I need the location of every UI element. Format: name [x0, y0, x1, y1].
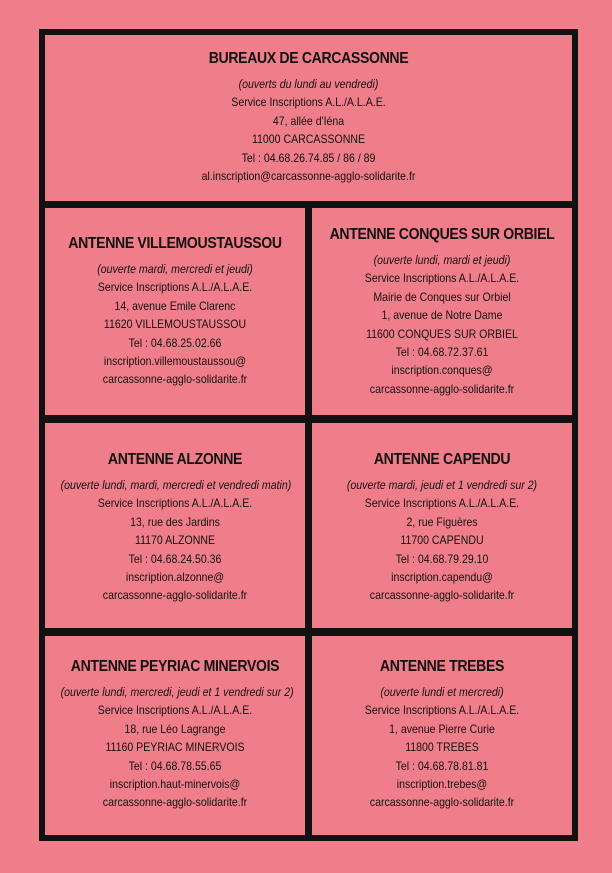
office-detail-line: Tel : 04.68.72.37.61 [395, 345, 489, 360]
office-detail-line: inscription.villemoustaussou@ [103, 354, 247, 369]
office-detail-line: inscription.conques@ [391, 363, 493, 378]
office-detail-line: al.inscription@carcassonne-agglo-solidarite.fr [201, 169, 416, 184]
office-detail-line: 13, rue des Jardins [130, 514, 220, 529]
office-hours: (ouverte lundi, mardi, mercredi et vendredi matin) [60, 478, 292, 492]
office-detail-line: inscription.capendu@ [391, 570, 493, 585]
office-detail-line: Service Inscriptions A.L./A.L.A.E. [231, 95, 386, 110]
office-detail-line: 11620 VILLEMOUSTAUSSOU [103, 317, 247, 332]
office-cell [45, 35, 572, 201]
office-detail-line: 11160 PEYRIAC MINERVOIS [105, 740, 245, 755]
office-detail-line: carcassonne-agglo-solidarite.fr [102, 795, 248, 810]
office-detail-line: Service Inscriptions A.L./A.L.A.E. [97, 703, 253, 718]
office-detail-line: 47, allée d'Iéna [272, 113, 345, 128]
office-detail-line: carcassonne-agglo-solidarite.fr [369, 795, 515, 810]
office-cell [45, 423, 305, 628]
office-title: ANTENNE ALZONNE [107, 451, 243, 468]
office-detail-line: Service Inscriptions A.L./A.L.A.E. [364, 271, 520, 286]
office-title: ANTENNE CONQUES SUR ORBIEL [329, 226, 555, 243]
office-detail-line: Service Inscriptions A.L./A.L.A.E. [97, 496, 253, 511]
office-detail-line: Service Inscriptions A.L./A.L.A.E. [97, 280, 253, 295]
office-title: ANTENNE CAPENDU [373, 451, 511, 468]
office-detail-line: Mairie de Conques sur Orbiel [373, 289, 511, 304]
office-cell [312, 423, 572, 628]
office-detail-line: Service Inscriptions A.L./A.L.A.E. [364, 496, 520, 511]
office-detail-line: 11170 ALZONNE [134, 533, 216, 548]
office-detail-line: Tel : 04.68.79.29.10 [395, 551, 489, 566]
office-detail-line: Tel : 04.68.26.74.85 / 86 / 89 [241, 150, 376, 165]
office-title: ANTENNE VILLEMOUSTAUSSOU [68, 235, 282, 252]
office-detail-line: inscription.haut-minervois@ [109, 777, 241, 792]
office-title: ANTENNE PEYRIAC MINERVOIS [70, 658, 280, 675]
office-detail-line: carcassonne-agglo-solidarite.fr [369, 381, 515, 396]
office-hours: (ouverte lundi, mardi et jeudi) [373, 253, 511, 267]
office-detail-line: 11000 CARCASSONNE [251, 132, 366, 147]
office-detail-line: Tel : 04.68.78.55.65 [128, 758, 222, 773]
office-cell [45, 636, 305, 835]
office-hours: (ouverte lundi, mercredi, jeudi et 1 vendredi sur 2) [60, 685, 294, 699]
office-detail-line: carcassonne-agglo-solidarite.fr [102, 372, 248, 387]
office-detail-line: 11700 CAPENDU [400, 533, 484, 548]
office-detail-line: 11800 TREBES [405, 740, 479, 755]
office-detail-line: carcassonne-agglo-solidarite.fr [369, 588, 515, 603]
office-title: BUREAUX DE CARCASSONNE [208, 50, 409, 67]
office-detail-line: Tel : 04.68.78.81.81 [395, 758, 489, 773]
office-detail-line: inscription.trebes@ [396, 777, 488, 792]
office-detail-line: carcassonne-agglo-solidarite.fr [102, 588, 248, 603]
office-detail-line: 2, rue Figuères [406, 514, 478, 529]
office-hours: (ouverte lundi et mercredi) [380, 685, 504, 699]
office-detail-line: Tel : 04.68.24.50.36 [128, 551, 222, 566]
office-hours: (ouverte mardi, jeudi et 1 vendredi sur 2) [346, 478, 538, 492]
office-cell [312, 636, 572, 835]
office-detail-line: 1, avenue Pierre Curie [389, 721, 495, 736]
office-title: ANTENNE TREBES [379, 658, 505, 675]
office-cell [312, 208, 572, 415]
office-detail-line: 1, avenue de Notre Dame [381, 308, 503, 323]
office-detail-line: 18, rue Léo Lagrange [124, 721, 226, 736]
office-hours: (ouverte mardi, mercredi et jeudi) [97, 262, 253, 276]
office-detail-line: Tel : 04.68.25.02.66 [128, 335, 222, 350]
office-detail-line: inscription.alzonne@ [125, 570, 225, 585]
office-hours: (ouverts du lundi au vendredi) [238, 77, 379, 91]
office-detail-line: Service Inscriptions A.L./A.L.A.E. [364, 703, 520, 718]
office-detail-line: 11600 CONQUES SUR ORBIEL [366, 326, 518, 341]
office-cell [45, 208, 305, 415]
office-detail-line: 14, avenue Emile Clarenc [114, 298, 236, 313]
